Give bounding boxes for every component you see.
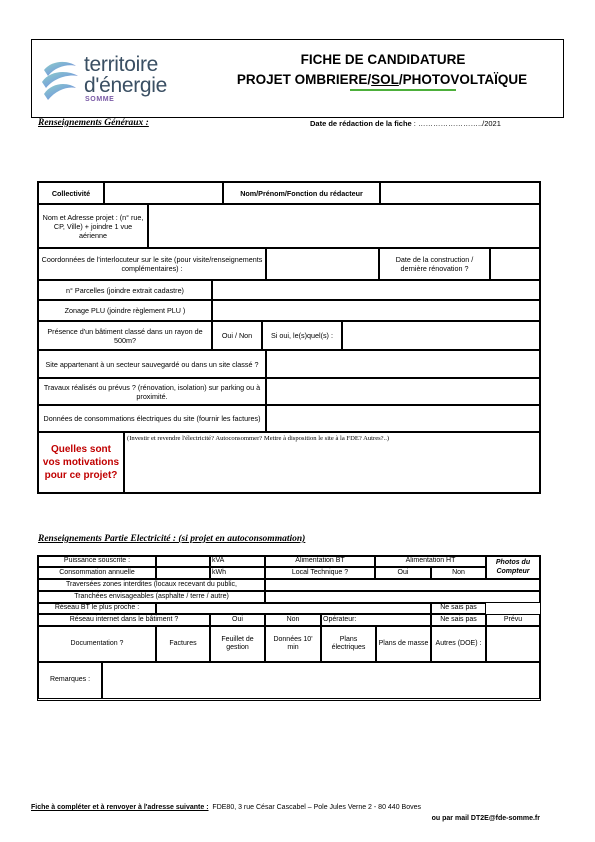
option-doc-autres[interactable]: Autres (DOE) :	[431, 626, 486, 662]
redaction-date	[310, 119, 501, 128]
unit-kva: kVA	[210, 556, 265, 567]
field-redacteur[interactable]	[380, 182, 540, 204]
label-motivations: Quelles sont vos motivations pour ce projet?	[38, 432, 124, 493]
logo-text-line1: territoire	[84, 53, 159, 76]
label-si-oui: Si oui, le(s)quel(s) :	[262, 321, 342, 350]
label-remarques: Remarques :	[38, 662, 102, 699]
option-local-oui[interactable]: Oui	[375, 567, 431, 579]
field-doc-autres[interactable]	[486, 626, 540, 662]
title-part-b: SOL	[371, 72, 399, 87]
footer-email[interactable]: ou par mail DT2E@fde-somme.fr	[431, 815, 540, 822]
field-motivations[interactable]: (Investir et revendre l'électricité? Autoconsommer? Mettre à disposition le site à la FDE? Autres?..)	[124, 432, 540, 493]
logo-text-line2: d'énergie	[84, 74, 168, 97]
label-tranchees: Tranchées envisageables (asphalte / terre / autre)	[38, 591, 265, 603]
option-internet-prevu[interactable]: Prévu	[486, 614, 540, 626]
field-secteur[interactable]	[266, 350, 540, 378]
option-local-non[interactable]: Non	[431, 567, 486, 579]
label-consommations: Données de consommations électriques du site (fournir les factures)	[38, 405, 266, 432]
label-coordonnees: Coordonnées de l'interlocuteur sur le site (pour visite/renseignements complémentaires) :	[38, 248, 266, 280]
option-doc-plans-masse[interactable]: Plans de masse	[376, 626, 431, 662]
label-nom-adresse: Nom et Adresse projet : (n° rue, CP, Ville) + joindre 1 vue aérienne	[38, 204, 148, 248]
option-doc-plans-elec[interactable]: Plans électriques	[321, 626, 376, 662]
document-title-line1: FICHE DE CANDIDATURE	[300, 52, 466, 67]
field-consommations[interactable]	[266, 405, 540, 432]
label-photos-compteur: Photos du Compteur	[486, 556, 540, 579]
field-tranchees[interactable]	[265, 591, 540, 603]
label-secteur: Site appartenant à un secteur sauvegardé ou dans un site classé ?	[38, 350, 266, 378]
option-doc-donnees[interactable]: Données 10' min	[265, 626, 321, 662]
option-internet-oui[interactable]: Oui	[210, 614, 265, 626]
label-puissance: Puissance souscrite :	[38, 556, 156, 567]
option-alim-ht[interactable]: Alimentation HT	[375, 556, 486, 567]
option-internet-ne-sais-pas[interactable]: Ne sais pas	[431, 614, 486, 626]
footer-address	[31, 804, 421, 811]
unit-kwh: kWh	[210, 567, 265, 579]
field-zonage[interactable]	[212, 300, 540, 321]
general-info-table	[37, 181, 541, 494]
field-si-oui[interactable]	[342, 321, 540, 350]
field-collectivite[interactable]	[104, 182, 223, 204]
field-reseau-bt[interactable]	[156, 603, 431, 614]
footer-address-text: FDE80, 3 rue César Cascabel – Pole Jules Verne 2 - 80 440 Boves	[212, 804, 421, 811]
option-internet-non[interactable]: Non	[265, 614, 321, 626]
logo-text-line3: SOMME	[85, 96, 115, 103]
redaction-date-field[interactable]: : ……………………../2021	[413, 119, 501, 128]
label-traversees: Traversées zones interdites (locaux recevant du public,	[38, 579, 265, 591]
label-collectivite: Collectivité	[38, 182, 104, 204]
electricity-info-table	[37, 555, 541, 701]
label-documentation: Documentation ?	[38, 626, 156, 662]
label-local-technique: Local Technique ?	[265, 567, 375, 579]
label-date-construction: Date de la construction / dernière rénovation ?	[379, 248, 490, 280]
field-travaux[interactable]	[266, 378, 540, 405]
redaction-date-label: Date de rédaction de la fiche	[310, 119, 412, 128]
label-zonage: Zonage PLU (joindre règlement PLU )	[38, 300, 212, 321]
label-parcelles: n° Parcelles (joindre extrait cadastre)	[38, 280, 212, 300]
field-operateur[interactable]: Opérateur:	[321, 614, 431, 626]
field-oui-non[interactable]: Oui / Non	[212, 321, 262, 350]
field-consommation[interactable]	[156, 567, 210, 579]
header-box	[31, 39, 564, 118]
field-remarques[interactable]	[102, 662, 540, 699]
option-doc-factures[interactable]: Factures	[156, 626, 210, 662]
field-nom-adresse[interactable]	[148, 204, 540, 248]
title-part-c: /PHOTOVOLTAÏQUE	[398, 72, 528, 87]
label-travaux: Travaux réalisés ou prévus ? (rénovation, isolation) sur parking ou à proximité.	[38, 378, 266, 405]
fde-logo	[38, 50, 188, 110]
option-reseau-bt-ne-sais-pas[interactable]: Ne sais pas	[431, 603, 486, 614]
field-date-construction[interactable]	[490, 248, 540, 280]
option-doc-feuillet[interactable]: Feuillet de gestion	[210, 626, 265, 662]
logo-waves-icon	[38, 56, 82, 102]
label-reseau-internet: Réseau internet dans le bâtiment ?	[38, 614, 210, 626]
footer-address-label: Fiche à compléter et à renvoyer à l'adresse suivante :	[31, 804, 209, 811]
field-puissance[interactable]	[156, 556, 210, 567]
field-traversees[interactable]	[265, 579, 540, 591]
label-consommation: Consommation annuelle	[38, 567, 156, 579]
title-part-a: PROJET OMBRIERE/	[236, 72, 372, 87]
field-parcelles[interactable]	[212, 280, 540, 300]
label-redacteur: Nom/Prénom/Fonction du rédacteur	[223, 182, 380, 204]
option-alim-bt[interactable]: Alimentation BT	[265, 556, 375, 567]
field-coordonnees[interactable]	[266, 248, 379, 280]
title-green-underline	[350, 89, 456, 91]
label-reseau-bt: Réseau BT le plus proche :	[38, 603, 156, 614]
section-title-general: Renseignements Généraux :	[38, 118, 149, 128]
document-title-line2	[192, 72, 572, 87]
label-batiment-classe: Présence d'un bâtiment classé dans un rayon de 500m?	[38, 321, 212, 350]
section-title-electricite: Renseignements Partie Electricité : (si projet en autoconsommation)	[38, 534, 306, 544]
